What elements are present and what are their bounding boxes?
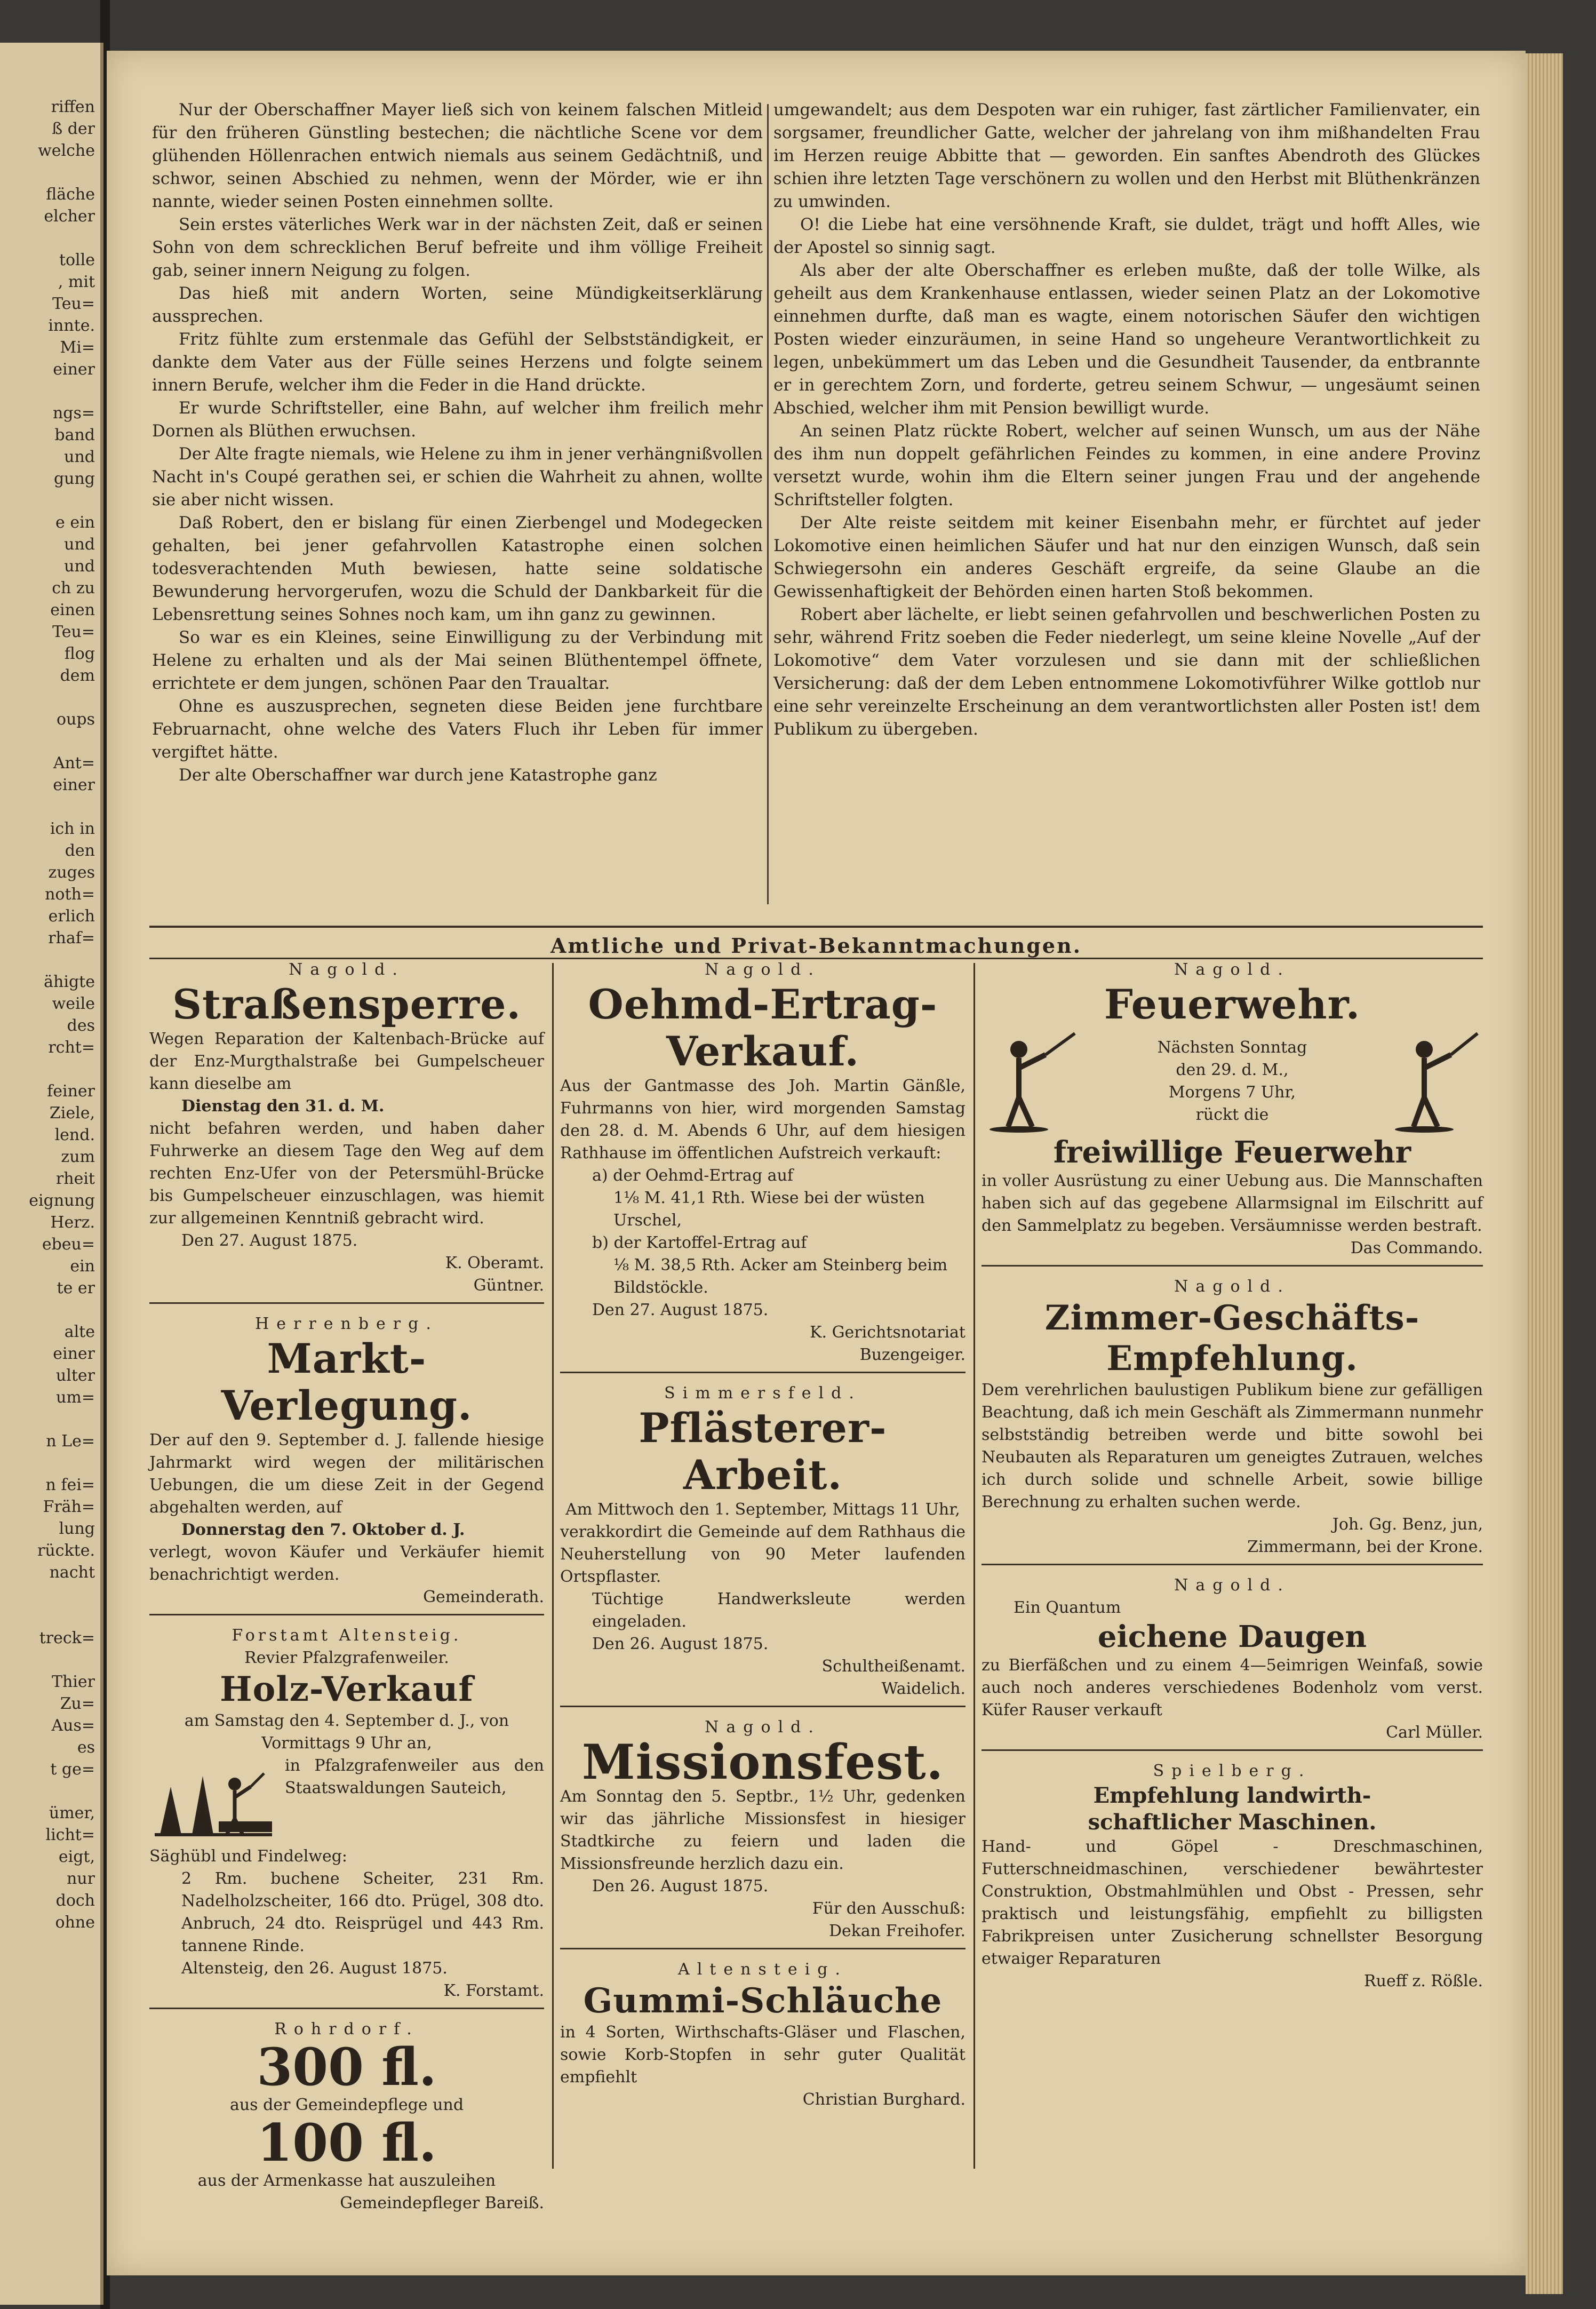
left-page-fragment: dem: [60, 666, 95, 685]
ad-separator: [560, 1372, 965, 1373]
left-page-fragment: [0, 1583, 100, 1605]
left-page-fragment: riffen: [51, 98, 95, 116]
left-page-fragment: um=: [56, 1388, 95, 1407]
left-page-fragment: n Le=: [46, 1432, 95, 1451]
left-page-fragment: Ant=: [53, 754, 95, 773]
ad-line: rückt die: [1195, 1105, 1269, 1124]
ad-title: Straßensperre.: [172, 981, 521, 1028]
left-page-fragment: te er: [57, 1279, 95, 1297]
ad-body: Dem verehrlichen baulustigen Publikum biene zur gefälligen Beachtung, daß ich mein Geschäft als Zimmermann nunmehr selbstständig betreiben werde und bitte sowohl bei Neubauten als Reparaturen um geneigtes Zutrauen, welches ich durch solide und schnelle Arbeit, sowie billige Berechnung zu erhalten suchen werde.: [981, 1381, 1483, 1511]
ad-body: zu Bierfäßchen und zu einem 4—5eimrigen Weinfaß, sowie auch noch anderes verschiedenes Bodenholz vom verst. Küfer Rauser verkauft: [981, 1656, 1483, 1719]
left-page-fragment: [0, 1605, 100, 1627]
ad-item: ⅛ M. 38,5 Rth. Acker am Steinberg beim Bildstöckle.: [613, 1256, 948, 1297]
story-paragraph: So war es ein Kleines, seine Einwilligung zu der Verbindung mit Helene zu erhalten und als der Mai seinen Blüthentempel öffnete, errichtete er dem jungen, schönen Paar den Traualtar.: [152, 628, 763, 693]
left-page-fragment: ümer,: [49, 1804, 95, 1822]
left-page-fragment: n fei=: [45, 1476, 95, 1494]
section-rule: [149, 958, 1483, 959]
left-page-fragment: lung: [59, 1519, 95, 1538]
left-page-fragment: e ein: [55, 513, 95, 532]
left-page-fragment: und: [64, 448, 95, 466]
ad-title: Verkauf.: [666, 1028, 859, 1075]
left-page-fragment: ebeu=: [42, 1235, 95, 1254]
left-page-text-fragments: [0, 43, 100, 1933]
left-page-fragment: rheit: [55, 1169, 95, 1188]
ad-body: Am Mittwoch den 1. September, Mittags 11 Uhr,: [565, 1500, 960, 1519]
ad-title: Empfehlung landwirth-: [1093, 1783, 1371, 1808]
ads-column-1: [149, 960, 544, 2225]
story-paragraph: Sein erstes väterliches Werk war in der nächsten Zeit, daß er seinen Sohn von dem schrecklichen Beruf befreite und ihm völlige Freiheit gab, seiner innern Neigung zu folgen.: [152, 215, 763, 280]
left-page-fragment: zum: [61, 1148, 95, 1166]
ad-place: Simmersfeld.: [664, 1384, 861, 1403]
ad-date: Den 27. August 1875.: [592, 1301, 769, 1319]
ad-place: Altensteig.: [678, 1960, 848, 1979]
ad-feuerwehr: [981, 960, 1483, 1267]
ad-subplace: Revier Pfalzgrafenweiler.: [244, 1649, 449, 1667]
left-page-fragment: [0, 1058, 100, 1080]
ad-separator: [981, 1265, 1483, 1267]
left-page-fragment: feiner: [47, 1082, 95, 1101]
ad-body: nicht befahren werden, und haben daher Fuhrwerke an diesem Tage den Weg auf dem rechten Enz-Ufer von der Petersmühl-Brücke bis Gumpelscheuer einzuschlagen, was hiemit zur allgemeinen Kenntniß gebracht wird.: [149, 1119, 544, 1228]
ad-body: in 4 Sorten, Wirthschafts-Gläser und Flaschen, sowie Korb-Stopfen in sehr guter Qualität empfiehlt: [560, 2023, 965, 2087]
ad-signature: Waidelich.: [881, 1679, 965, 1698]
ad-markt: [149, 1315, 544, 1615]
ad-place: Herrenberg.: [255, 1315, 438, 1333]
story-paragraph: umgewandelt; aus dem Despoten war ein ruhiger, fast zärtlicher Familienvater, ein sorgsamer, freundlicher Gatte, welcher der jahrelang von ihm mißhandelten Frau im Herzen reuige Abbitte that — geworden. Ein sanftes Abendroth des Glückes schien ihre letzten Tage verschönern zu wollen und den Herbst mit Blüthenkränzen zu umwinden.: [773, 100, 1480, 211]
left-page-fragment: weile: [52, 994, 95, 1013]
section-title: Amtliche und Privat-Bekanntmachungen.: [550, 934, 1082, 958]
left-page-fragment: treck=: [39, 1629, 95, 1647]
ad-separator: [981, 1749, 1483, 1751]
left-page-fragment: welche: [38, 141, 95, 160]
left-page-fragment: einer: [53, 360, 95, 379]
ad-signature: K. Forstamt.: [443, 1981, 544, 2000]
fireman-left-illustration: [981, 1028, 1088, 1135]
ad-body: verakkordirt die Gemeinde auf dem Rathhaus die Neuherstellung von 90 Meter laufenden Ortspflaster.: [560, 1523, 965, 1586]
left-page-fragment: erlich: [48, 907, 95, 926]
left-page-fragment: [0, 730, 100, 752]
story-paragraph: Das hieß mit andern Worten, seine Mündigkeitserklärung aussprechen.: [152, 284, 763, 326]
story-paragraph: Er wurde Schriftsteller, eine Bahn, auf welcher ihm freilich mehr Dornen als Blüthen erwuchsen.: [152, 399, 763, 441]
ad-signature: Carl Müller.: [1386, 1723, 1483, 1742]
ad-place: Nagold.: [1174, 1576, 1290, 1595]
ad-feuerwehr-text: [1088, 1037, 1376, 1126]
left-page-fragment: oups: [57, 710, 95, 729]
ad-line: Ein Quantum: [1014, 1598, 1121, 1617]
ad-oehmd: [560, 960, 965, 1373]
story-right-column: [773, 99, 1480, 741]
ad-item: a) der Oehmd-Ertrag auf: [592, 1166, 793, 1185]
left-page-fragment: ohne: [55, 1913, 95, 1932]
ad-place: Nagold.: [705, 960, 821, 979]
left-page-fragment: rcht=: [48, 1038, 95, 1057]
left-page-edge: [0, 43, 103, 2305]
ad-date: Den 27. August 1875.: [181, 1231, 358, 1250]
story-paragraph: Als aber der alte Oberschaffner es erleben mußte, daß der tolle Wilke, als geheilt aus dem Krankenhause entlassen, wieder seinen Platz an der Lokomotive einnehmen durfte, daß man es wagte, einem notorischen Säufer den wichtigen Posten wieder einzuräumen, in seine Hand so ungeheure Verantwortlichkeit zu legen, unbekümmert um das Leben und die Gesundheit Tausender, da entbrannte er in gerechtem Zorn, und forderte, getreu seinem Schwur, — ungesäumt seinen Abschied, welcher ihm mit Pension bewilligt wurde.: [773, 261, 1480, 418]
ad-signature: K. Oberamt.: [445, 1254, 544, 1272]
ad-body: Am Sonntag den 5. Septbr., 1½ Uhr, gedenken wir das jährliche Missionsfest in hiesiger Stadtkirche zu feiern und laden die Missionsfreunde herzlich dazu ein.: [560, 1787, 965, 1873]
story-paragraph: Robert aber lächelte, er liebt seinen gefahrvollen und beschwerlichen Posten zu sehr, während Fritz soeben die Feder niederlegt, um seine kleine Novelle „Auf der Lokomotive“ dem Vater vorzulesen und sie dann mit der schließlichen Versicherung: daß der dem Leben entnommene Lokomotivführer Wilke gottlob nur eine sehr vereinzelte Erscheinung an dem verantwortlichsten aller Posten ist! dem Publikum zu übergeben.: [773, 605, 1480, 739]
left-page-fragment: [0, 380, 100, 402]
ad-separator: [560, 1706, 965, 1707]
ad-daugen: [981, 1576, 1483, 1751]
left-page-fragment: ulter: [55, 1366, 95, 1385]
left-page-fragment: [0, 490, 100, 512]
ad-title: Gummi-Schläuche: [583, 1981, 943, 2021]
ad-place: Forstamt Altensteig.: [232, 1626, 462, 1645]
left-page-fragment: Aus=: [51, 1716, 95, 1735]
ad-strassensperre: [149, 960, 544, 1304]
ad-signature: Gemeinderath.: [423, 1588, 544, 1606]
story-paragraph: Der Alte reiste seitdem mit keiner Eisenbahn mehr, er fürchtet auf jeder Lokomotive einen heimlichen Säufer und hat nur den einzigen Wunsch, daß sein Schwiegersohn ein anderes Geschäft ergreife, da seine Glaube an die Gewissenhaftigkeit der Behörden einen harten Stoß bekommen.: [773, 513, 1480, 601]
ad-image-block: [149, 1755, 544, 1845]
ads-column-3: [981, 960, 1483, 2003]
ad-signature: Christian Burghard.: [802, 2090, 965, 2109]
left-page-fragment: rhaf=: [48, 929, 95, 948]
ad-line: Nächsten Sonntag: [1157, 1038, 1307, 1057]
ad-line: Morgens 7 Uhr,: [1168, 1083, 1296, 1102]
ad-signature: Buzengeiger.: [859, 1345, 965, 1364]
left-page-fragment: gung: [53, 469, 95, 488]
ad-body: Der auf den 9. September d. J. fallende hiesige Jahrmarkt wird wegen der militärischen Uebungen, die um diese Zeit in der Gegend abgehalten werden, auf: [149, 1431, 544, 1517]
left-page-fragment: , mit: [58, 273, 95, 291]
ad-item: 1⅛ M. 41,1 Rth. Wiese bei der wüsten Urschel,: [613, 1189, 925, 1230]
ad-signature: Gemeindepfleger Bareiß.: [340, 2194, 544, 2212]
ad-body: Aus der Gantmasse des Joh. Martin Gänßle, Fuhrmanns von hier, wird morgenden Samstag den 28. d. M. Abends 6 Uhr, auf dem hiesigen Rathhause im öffentlichen Aufstreich verkauft:: [560, 1077, 965, 1163]
ad-separator: [149, 2008, 544, 2009]
woodcutter-illustration: [149, 1755, 277, 1845]
left-page-fragment: ngs=: [52, 404, 95, 423]
left-page-fragment: Teu=: [52, 623, 95, 641]
ad-line: den 29. d. M.,: [1176, 1061, 1289, 1079]
ad-geld: [149, 2020, 544, 2215]
ads-column-2: [560, 960, 965, 2122]
ad-zimmer: [981, 1277, 1483, 1565]
ads-column-divider: [552, 963, 554, 2169]
left-page-fragment: rückte.: [37, 1541, 95, 1560]
ad-signature: Rueff z. Rößle.: [1364, 1972, 1483, 1990]
left-page-fragment: [0, 796, 100, 818]
left-page-fragment: ich in: [50, 819, 95, 838]
left-page-fragment: [0, 1452, 100, 1474]
left-page-fragment: einen: [50, 601, 95, 619]
ad-item: b) der Kartoffel-Ertrag auf: [592, 1233, 807, 1252]
left-page-fragment: [0, 687, 100, 708]
left-page-fragment: [0, 227, 100, 249]
story-paragraph: O! die Liebe hat eine versöhnende Kraft, sie duldet, trägt und hofft Alles, wie der Apostel so sinnig sagt.: [773, 215, 1480, 257]
ad-place: Rohrdorf.: [274, 2020, 419, 2039]
ad-gummi: [560, 1960, 965, 2111]
left-page-fragment: eignung: [29, 1191, 95, 1210]
left-page-fragment: Thier: [51, 1673, 95, 1691]
left-page-fragment: ähigte: [44, 973, 95, 991]
ad-title: Empfehlung.: [1106, 1339, 1358, 1379]
ad-place: Nagold.: [1174, 960, 1290, 979]
ad-separator: [560, 1948, 965, 1949]
left-page-fragment: einer: [53, 1344, 95, 1363]
ad-date-line: Dienstag den 31. d. M.: [181, 1097, 385, 1116]
left-page-fragment: und: [64, 535, 95, 554]
ad-title: schaftlicher Maschinen.: [1088, 1810, 1377, 1835]
left-page-fragment: [0, 1299, 100, 1321]
ad-title: Missionsfest.: [581, 1734, 944, 1790]
left-page-fragment: noth=: [45, 885, 95, 904]
ad-subtitle: freiwillige Feuerwehr: [1053, 1135, 1411, 1170]
left-page-fragment: ein: [70, 1257, 95, 1276]
left-page-fragment: ß der: [52, 120, 95, 138]
left-page-fragment: ch zu: [52, 579, 95, 598]
left-page-fragment: einer: [53, 776, 95, 794]
story-paragraph: Ohne es auszusprechen, segneten diese Beiden jene furchtbare Februarnacht, ohne welche des Vaters Fluch ihr Leben für immer vergiftet hätte.: [152, 697, 763, 762]
story-paragraph: An seinen Platz rückte Robert, welcher auf seinen Wunsch, um aus der Nähe des ihm nun doppelt gefährlichen Feindes zu kommen, in eine andere Provinz versetzt wurde, wohin ihm die Eltern seiner jungen Frau und der angehende Schriftsteller folgten.: [773, 421, 1480, 509]
newspaper-page: [107, 51, 1526, 2275]
ad-feuerwehr-row: [981, 1028, 1483, 1135]
left-page-fragment: [0, 1408, 100, 1430]
left-page-fragment: flog: [64, 644, 95, 663]
left-page-fragment: eigt,: [58, 1848, 95, 1866]
ad-body: Hand- und Göpel - Dreschmaschinen, Futterschneidmaschinen, verschiedener bewährtester Construktion, Obstmahlmühlen und Obst - Pressen, sehr praktisch und leistungsfähig, empfiehlt zu billigsten Fabrikpreisen unter Zusicherung schnellster Besorgung etwaiger Reparaturen: [981, 1837, 1483, 1968]
left-page-fragment: [0, 1780, 100, 1802]
left-page-fragment: des: [67, 1016, 95, 1035]
left-page-fragment: doch: [55, 1891, 95, 1910]
ad-title: Markt-Verlegung.: [221, 1335, 473, 1429]
left-page-fragment: band: [54, 426, 95, 444]
left-page-fragment: Mi=: [60, 338, 95, 357]
ad-body: verlegt, wovon Käufer und Verkäufer hiemit benachrichtigt werden.: [149, 1543, 544, 1584]
left-page-fragment: innte.: [48, 316, 95, 335]
left-page-fragment: Zu=: [60, 1694, 95, 1713]
left-page-fragment: [0, 949, 100, 971]
left-page-fragment: Fräh=: [43, 1498, 95, 1516]
ad-place: Nagold.: [1174, 1277, 1290, 1296]
ad-place: Nagold.: [705, 1718, 821, 1737]
ad-amount: 100 fl.: [257, 2113, 437, 2173]
left-page-fragment: tolle: [59, 251, 95, 269]
ad-signature: Zimmermann, bei der Krone.: [1247, 1538, 1483, 1556]
left-page-fragment: es: [77, 1738, 95, 1757]
ad-mission: [560, 1718, 965, 1949]
ad-body: 2 Rm. buchene Scheiter, 231 Rm. Nadelholzscheiter, 166 dto. Prügel, 308 dto. Anbruch, 24 dto. Reisprügel und 443 Rm. tannene Rinde.: [181, 1869, 544, 1955]
ad-amount: 300 fl.: [257, 2037, 437, 2097]
left-page-fragment: den: [65, 841, 95, 860]
left-page-fragment: [0, 162, 100, 184]
left-page-fragment: Herz.: [50, 1213, 95, 1232]
fireman-right-illustration: [1376, 1028, 1483, 1135]
ad-signature: Das Commando.: [1350, 1239, 1483, 1257]
ad-signature: Güntner.: [473, 1276, 544, 1295]
ad-title: Zimmer-Geschäfts-: [1044, 1298, 1420, 1338]
ad-title: Feuerwehr.: [1104, 981, 1361, 1028]
left-page-fragment: alte: [64, 1323, 95, 1341]
ad-maschinen: [981, 1762, 1483, 1993]
left-page-fragment: nur: [67, 1869, 95, 1888]
ad-body: am Samstag den 4. September d. J., von Vormittags 9 Uhr an,: [184, 1711, 509, 1753]
ad-body: in voller Ausrüstung zu einer Uebung aus. Die Mannschaften haben sich auf das gegebene Allarmsignal im Eilschritt auf den Sammelplatz zu begeben. Versäumnisse werden bestraft.: [981, 1172, 1483, 1235]
ad-signature: Joh. Gg. Benz, jun,: [1332, 1515, 1483, 1534]
section-rule: [149, 926, 1483, 928]
left-page-fragment: fläche: [46, 185, 95, 204]
left-page-fragment: t ge=: [50, 1760, 95, 1779]
ad-date: Den 26. August 1875.: [592, 1877, 769, 1896]
left-page-fragment: nacht: [49, 1563, 95, 1582]
ad-separator: [149, 1614, 544, 1615]
ad-body: aus der Gemeindepflege und: [229, 2096, 464, 2114]
ad-signature: K. Gerichtsnotariat: [810, 1323, 965, 1342]
ad-signature: Schultheißenamt.: [821, 1657, 965, 1676]
ad-title: Holz-Verkauf: [220, 1669, 474, 1709]
ad-body: Wegen Reparation der Kaltenbach-Brücke auf der Enz-Murgthalstraße bei Gumpelscheuer kann dieselbe am: [149, 1030, 544, 1093]
story-paragraph: Nur der Oberschaffner Mayer ließ sich von keinem falschen Mitleid für den früheren Günstling bestechen; die nächtliche Scene vor dem glühenden Höllenrachen entwich niemals aus seinem Gedächtniß, und schwor, seinen Abschied zu nehmen, wenn der Mörder, wie er ihn nannte, wieder seinen Posten einnehmen sollte.: [152, 100, 763, 211]
ad-separator: [149, 1302, 544, 1304]
ad-title: Oehmd-Ertrag-: [588, 981, 938, 1028]
ad-body: Tüchtige Handwerksleute werden eingeladen.: [592, 1590, 965, 1631]
ads-column-divider: [973, 963, 975, 2169]
story-paragraph: Der Alte fragte niemals, wie Helene zu ihm in jener verhängnißvollen Nacht in's Coupé gerathen sei, er schien die Wahrheit zu ahnen, wollte sie aber nicht wissen.: [152, 444, 763, 509]
story-paragraph: Fritz fühlte zum erstenmale das Gefühl der Selbstständigkeit, er dankte dem Vater aus der Fülle seines Herzens und folgte seinem innern Berufe, welcher ihm die Feder in die Hand drückte.: [152, 330, 763, 395]
left-page-fragment: licht=: [45, 1826, 95, 1844]
story-left-column: [152, 99, 763, 787]
ad-pflaesterer: [560, 1384, 965, 1707]
ad-body: in Pfalzgrafenweiler aus den Staatswaldungen Sauteich,: [285, 1756, 544, 1797]
left-page-fragment: Ziele,: [49, 1104, 95, 1122]
ad-date-line: Donnerstag den 7. Oktober d. J.: [181, 1520, 465, 1539]
left-page-fragment: lend.: [54, 1126, 95, 1144]
ad-title: eichene Daugen: [1097, 1619, 1367, 1654]
story-paragraph: Daß Robert, den er bislang für einen Zierbengel und Modegecken gehalten, bei jener gefahrvollen Katastrophe einen solchen todesverachtenden Muth bewiesen, hatte seine soldatische Bewunderung hervorgerufen, wozu die Schuld der Dankbarkeit für die Lebensrettung seines Sohnes noch kam, um ihn ganz zu gewinnen.: [152, 513, 763, 624]
story-paragraph: Der alte Oberschaffner war durch jene Katastrophe ganz: [179, 766, 657, 785]
ad-signature: Dekan Freihofer.: [828, 1922, 965, 1940]
ad-place: Spielberg.: [1153, 1762, 1312, 1780]
ad-place: Nagold.: [289, 960, 405, 979]
left-page-fragment: und: [64, 557, 95, 576]
left-page-fragment: elcher: [44, 207, 95, 226]
ad-title: Pflästerer-Arbeit.: [639, 1404, 887, 1499]
page-stack-edge: [1526, 53, 1563, 2294]
ad-body: aus der Armenkasse hat auszuleihen: [197, 2171, 496, 2190]
ad-separator: [981, 1564, 1483, 1565]
left-page-fragment: zuges: [48, 863, 95, 882]
left-page-fragment: [0, 1649, 100, 1671]
ad-date: Den 26. August 1875.: [592, 1635, 769, 1653]
left-page-fragment: Teu=: [52, 294, 95, 313]
ad-holz: [149, 1626, 544, 2009]
ad-signature: Für den Ausschuß:: [812, 1899, 965, 1918]
ad-date: Altensteig, den 26. August 1875.: [181, 1959, 448, 1978]
column-divider: [767, 104, 769, 904]
ad-body: Säghübl und Findelweg:: [149, 1847, 348, 1866]
